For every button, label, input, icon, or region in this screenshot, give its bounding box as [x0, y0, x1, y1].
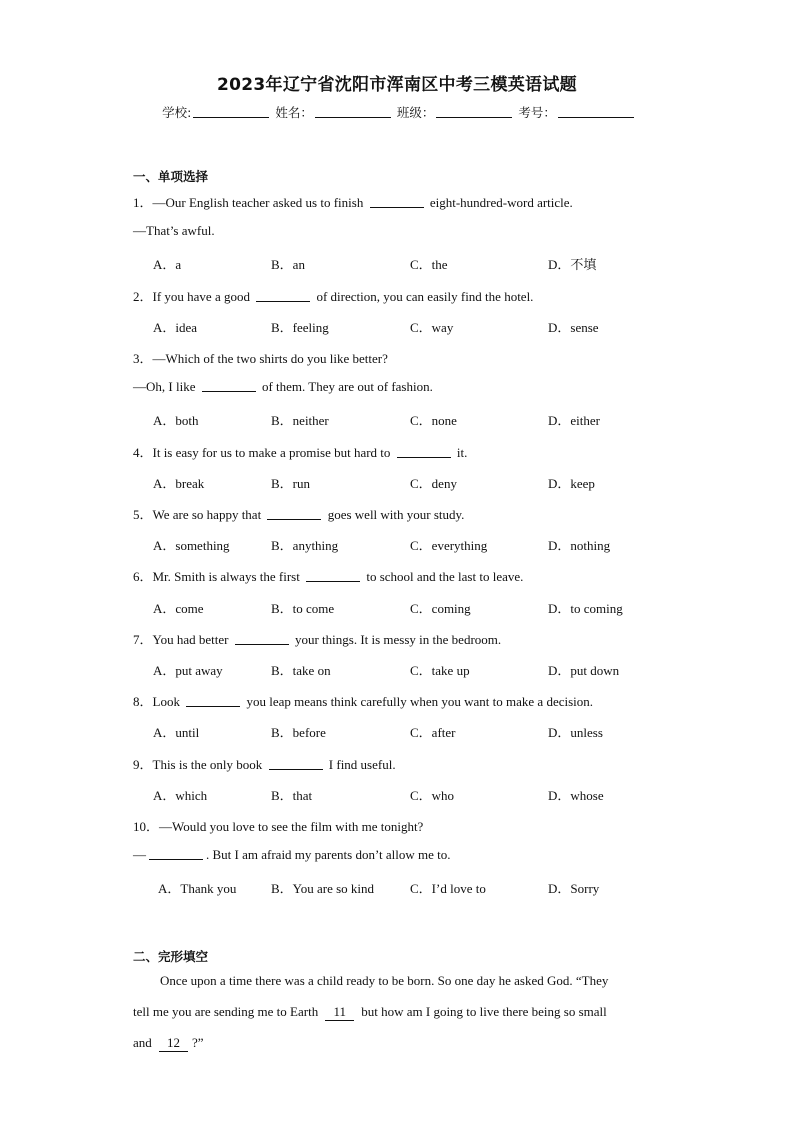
- answer-blank[interactable]: [149, 847, 203, 860]
- answer-option-b[interactable]: B．feeling: [271, 319, 329, 335]
- question-text: to school and the last to leave.: [363, 569, 524, 585]
- cloze-text: ?”: [192, 1035, 204, 1050]
- answer-option-d[interactable]: D．either: [548, 413, 600, 429]
- answer-blank[interactable]: [256, 289, 310, 302]
- question-text: 8．Look: [133, 694, 184, 710]
- answer-option-b[interactable]: B．anything: [271, 538, 339, 554]
- question-text: 9．This is the only book: [133, 756, 266, 772]
- answer-option-a[interactable]: A．until: [153, 725, 200, 741]
- class-label: 班级：: [396, 105, 435, 120]
- question-text: your things. It is messy in the bedroom.: [291, 631, 502, 647]
- question-stem-line: [133, 504, 464, 523]
- answer-blank[interactable]: [370, 195, 424, 208]
- page-title: 2023年辽宁省沈阳市浑南区中考三模英语试题: [217, 75, 577, 95]
- answer-option-d[interactable]: D．to coming: [548, 600, 623, 616]
- answer-blank[interactable]: [306, 569, 360, 582]
- answer-option-b[interactable]: B．neither: [271, 413, 329, 429]
- cloze-paragraph-line: [133, 1004, 663, 1021]
- question-text: 2．If you have a good: [133, 288, 254, 304]
- question-stem-line: [133, 379, 433, 395]
- answer-blank[interactable]: [269, 757, 323, 770]
- answer-option-d[interactable]: D．whose: [548, 787, 604, 803]
- question-text: 6．Mr. Smith is always the first: [133, 569, 304, 585]
- answer-option-d[interactable]: D．nothing: [548, 538, 611, 554]
- cloze-text: but how am I going to live there being so small: [361, 1004, 607, 1019]
- cloze-blank-11[interactable]: 11: [325, 1004, 354, 1021]
- answer-option-a[interactable]: A．break: [153, 475, 205, 491]
- answer-option-a[interactable]: A．a: [153, 257, 182, 273]
- question-text: 10．—Would you love to see the film with me tonight?: [133, 819, 424, 834]
- question-text: —Oh, I like: [133, 379, 199, 395]
- answer-blank[interactable]: [267, 507, 321, 520]
- answer-option-d[interactable]: D．unless: [548, 725, 603, 741]
- answer-blank[interactable]: [202, 379, 256, 392]
- school-label: 学校:: [162, 105, 192, 120]
- question-text: —That’s awful.: [133, 223, 215, 239]
- answer-option-b[interactable]: B．run: [271, 475, 311, 491]
- class-blank[interactable]: [436, 104, 512, 118]
- answer-option-b[interactable]: B．You are so kind: [271, 881, 375, 897]
- question-stem-line: [133, 442, 467, 461]
- answer-option-b[interactable]: B．take on: [271, 663, 331, 678]
- question-text: I find useful.: [325, 756, 396, 772]
- answer-option-c[interactable]: C．none: [410, 413, 457, 429]
- question-text: of direction, you can easily find the hotel.: [313, 288, 534, 304]
- answer-option-b[interactable]: B．before: [271, 725, 326, 741]
- student-info-line: [0, 103, 794, 121]
- question-text: 4．It is easy for us to make a promise but hard to: [133, 444, 394, 460]
- answer-blank[interactable]: [397, 445, 451, 458]
- answer-option-c[interactable]: C．the: [410, 257, 448, 273]
- answer-option-d[interactable]: D．put down: [548, 663, 620, 678]
- answer-option-c[interactable]: C．way: [410, 319, 454, 335]
- answer-option-c[interactable]: C．deny: [410, 475, 457, 491]
- question-stem-line: [133, 816, 423, 835]
- question-stem-line: [133, 348, 388, 367]
- answer-option-d[interactable]: D．sense: [548, 319, 599, 335]
- question-text: 1．—Our English teacher asked us to finish: [133, 195, 367, 210]
- cloze-text: tell me you are sending me to Earth: [133, 1004, 319, 1019]
- answer-blank[interactable]: [186, 694, 240, 707]
- question-stem-line: [133, 629, 501, 648]
- question-text: 3．—Which of the two shirts do you like better?: [133, 351, 388, 366]
- question-stem-line: [133, 566, 523, 585]
- name-blank[interactable]: [315, 104, 391, 118]
- name-label: 姓名：: [275, 105, 313, 120]
- question-stem-line: [133, 691, 593, 710]
- answer-option-d[interactable]: D．keep: [548, 475, 595, 491]
- question-text: it.: [453, 444, 468, 460]
- question-text: . But I am afraid my parents don’t allow me to.: [206, 847, 451, 863]
- school-blank[interactable]: [193, 104, 269, 118]
- cloze-paragraph-line: [133, 1035, 663, 1052]
- question-stem-line: [133, 754, 396, 773]
- question-text: you leap means think carefully when you want to make a decision.: [243, 694, 594, 710]
- cloze-blank-12[interactable]: 12: [159, 1035, 188, 1052]
- question-stem-line: [133, 192, 573, 211]
- answer-option-c[interactable]: C．after: [410, 725, 456, 741]
- answer-option-c[interactable]: C．who: [410, 787, 455, 803]
- answer-option-b[interactable]: B．an: [271, 257, 305, 273]
- question-stem-line: [133, 286, 533, 305]
- question-text: of them. They are out of fashion.: [258, 379, 433, 395]
- answer-option-a[interactable]: A．Thank you: [158, 881, 237, 897]
- answer-option-a[interactable]: A．which: [153, 787, 208, 803]
- exam-no-label: 考号：: [518, 105, 556, 120]
- cloze-paragraph-line: Once upon a time there was a child ready to be born. So one day he asked God. “They: [160, 973, 609, 988]
- answer-option-a[interactable]: A．come: [153, 600, 204, 616]
- question-text: eight-hundred-word article.: [426, 195, 573, 210]
- answer-option-a[interactable]: A．both: [153, 413, 199, 429]
- question-stem-line: [133, 223, 215, 239]
- cloze-text: and: [133, 1035, 152, 1050]
- answer-option-c[interactable]: C．I’d love to: [410, 881, 486, 897]
- answer-option-a[interactable]: A．something: [153, 538, 230, 554]
- answer-option-c[interactable]: C．coming: [410, 600, 471, 616]
- question-stem-line: [133, 847, 451, 863]
- answer-option-a[interactable]: A．put away: [153, 663, 223, 678]
- question-text: 5．We are so happy that: [133, 507, 265, 522]
- question-text: —: [133, 847, 146, 863]
- answer-option-b[interactable]: B．to come: [271, 600, 335, 616]
- answer-option-c[interactable]: C．everything: [410, 538, 488, 554]
- section-heading-single-choice: 一、单项选择: [133, 169, 209, 184]
- answer-option-b[interactable]: B．that: [271, 787, 313, 803]
- answer-option-d[interactable]: D．不填: [548, 257, 597, 273]
- exam-no-blank[interactable]: [558, 104, 634, 118]
- answer-option-a[interactable]: A．idea: [153, 319, 198, 335]
- section-heading-cloze: 二、完形填空: [133, 949, 209, 964]
- answer-option-d[interactable]: D．Sorry: [548, 881, 600, 897]
- question-text: 7．You had better: [133, 631, 232, 647]
- question-text: goes well with your study.: [324, 507, 465, 522]
- answer-option-c[interactable]: C．take up: [410, 663, 470, 678]
- answer-blank[interactable]: [235, 632, 289, 645]
